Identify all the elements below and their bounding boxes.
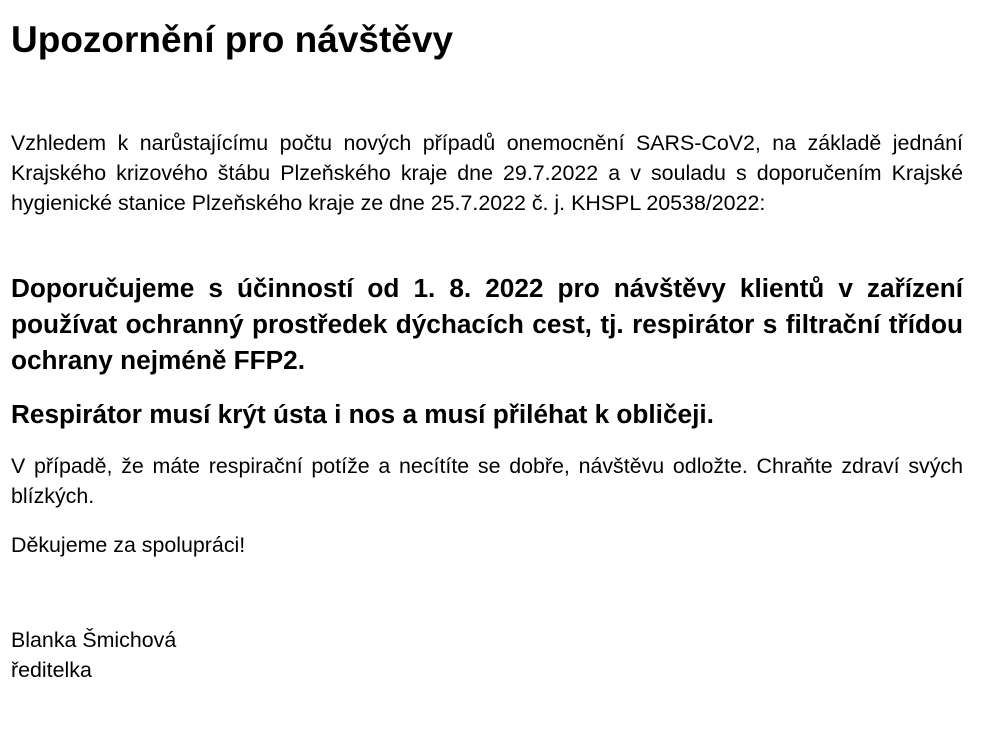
thanks-line: Děkujeme za spolupráci!: [11, 533, 246, 557]
signature-block: [11, 625, 176, 685]
signature-role: ředitelka: [11, 658, 92, 682]
page-title: Upozornění pro návštěvy: [11, 19, 454, 60]
signature-name: Blanka Šmichová: [11, 628, 177, 652]
intro-paragraph: Vzhledem k narůstajícímu počtu nových případů onemocnění SARS-CoV2, na základě jednání Krajského krizového štábu Plzeňského kraje dne 29.7.2022 a v souladu s doporučením Krajské hygienické stanice Plzeňského kraje ze dne 25.7.2022 č. j. KHSPL 20538/2022:: [11, 131, 963, 215]
respirator-rule: Respirátor musí krýt ústa i nos a musí přiléhat k obličeji.: [11, 399, 714, 429]
recommendation-paragraph: Doporučujeme s účinností od 1. 8. 2022 pro návštěvy klientů v zařízení používat ochranný prostředek dýchacích cest, tj. respirátor s filtrační třídou ochrany nejméně FFP2.: [11, 273, 963, 375]
health-notice-paragraph: V případě, že máte respirační potíže a necítíte se dobře, návštěvu odložte. Chraňte zdraví svých blízkých.: [11, 454, 963, 508]
